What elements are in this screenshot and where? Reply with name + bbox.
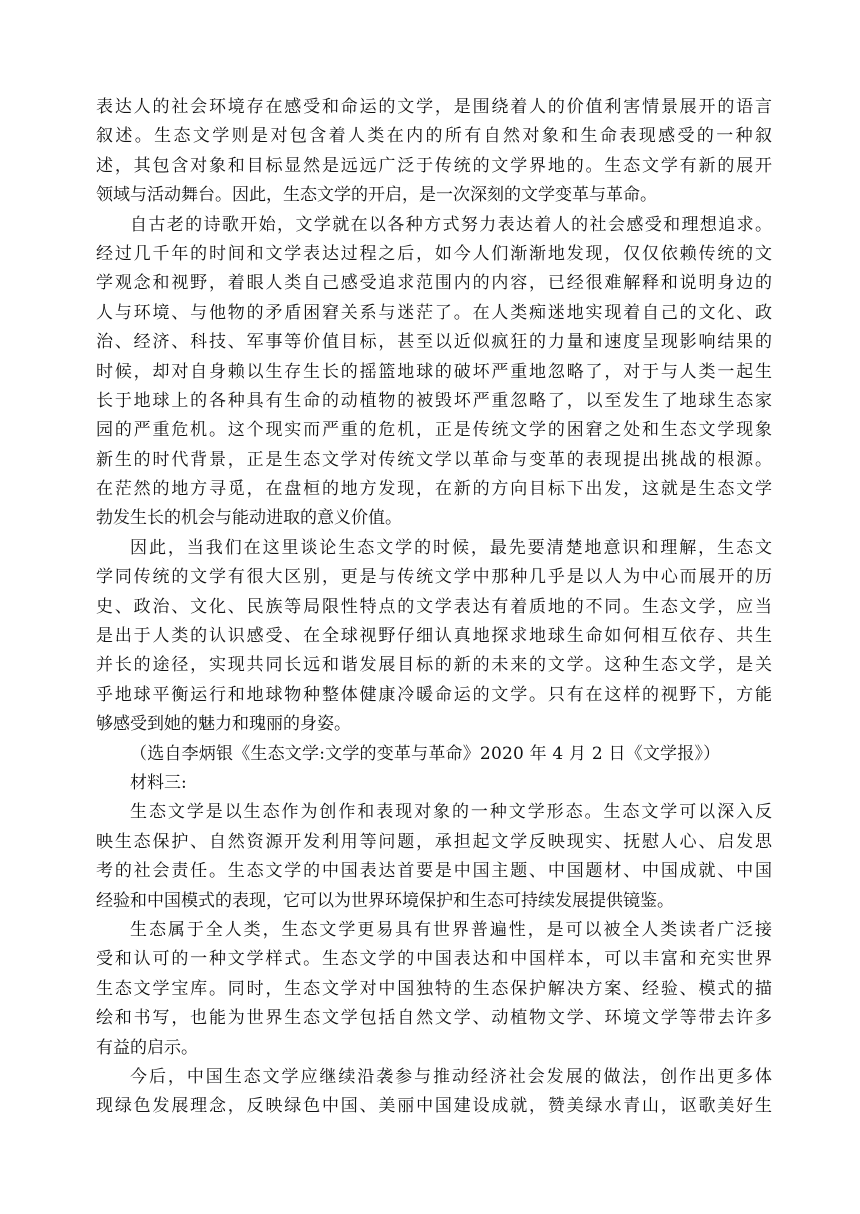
text-line: 生态文学宝库。同时，生态文学对中国独特的生态保护解决方案、经验、模式的描 (96, 978, 772, 999)
text-line: 在茫然的地方寻觅，在盘桓的地方发现，在新的方向目标下出发，这就是生态文学 (96, 479, 772, 500)
text-line: 是出于人类的认识感受、在全球视野仔细认真地探求地球生命如何相互依存、共生 (96, 626, 772, 647)
text-line: 映生态保护、自然资源开发利用等问题，承担起文学反映现实、抚慰人心、启发思 (96, 831, 772, 852)
text-line: 学同传统的文学有很大区别，更是与传统文学中那种几乎是以人为中心而展开的历 (96, 567, 772, 588)
text-line: 并长的途径，实现共同长远和谐发展目标的新的未来的文学。这种生态文学，是关 (96, 655, 772, 676)
document-body (96, 93, 772, 1122)
paragraph-start-line: 生态文学是以生态作为创作和表现对象的一种文学形态。生态文学可以深入反 (130, 802, 772, 823)
paragraph-start-line: 因此，当我们在这里谈论生态文学的时候，最先要清楚地意识和理解，生态文 (130, 537, 772, 558)
text-line: 史、政治、文化、民族等局限性特点的文学表达有着质地的不同。生态文学，应当 (96, 596, 772, 617)
text-line: 治、经济、科技、军事等价值目标，甚至以近似疯狂的力量和速度呈现影响结果的 (96, 332, 772, 353)
text-line: 勃发生长的机会与能动进取的意义价值。 (96, 508, 402, 529)
section-heading: 材料三: (130, 772, 187, 793)
paragraph-start-line: 生态属于全人类，生态文学更易具有世界普遍性，是可以被全人类读者广泛接 (130, 919, 772, 940)
text-line: 经验和中国模式的表现，它可以为世界环境保护和生态可持续发展提供镜鉴。 (96, 890, 674, 911)
source-citation: （选自李炳银《生态文学:文学的变革与革命》2020 年 4 月 2 日《文学报》） (130, 743, 721, 764)
text-line: 述，其包含对象和目标显然是远远广泛于传统的文学界地的。生态文学有新的展开 (96, 155, 772, 176)
text-line: 领域与活动舞台。因此，生态文学的开启，是一次深刻的文学变革与革命。 (96, 185, 657, 206)
text-line: 表达人的社会环境存在感受和命运的文学，是围绕着人的价值利害情景展开的语言 (96, 97, 772, 117)
text-line: 人与环境、与他物的矛盾困窘关系与迷茫了。在人类痴迷地实现着自己的文化、政 (96, 302, 772, 323)
text-line: 新生的时代背景，正是生态文学对传统文学以革命与变革的表现提出挑战的根源。 (96, 449, 772, 470)
text-line: 学观念和视野，着眼人类自己感受追求范围内的内容，已经很难解释和说明身边的 (96, 273, 772, 294)
text-line: 长于地球上的各种具有生命的动植物的被毁坏严重忽略了，以至发生了地球生态家 (96, 390, 772, 411)
text-line: 够感受到她的魅力和瑰丽的身姿。 (96, 714, 351, 735)
text-line: 绘和书写，也能为世界生态文学包括自然文学、动植物文学、环境文学等带去许多 (96, 1008, 772, 1029)
text-line: 叙述。生态文学则是对包含着人类在内的所有自然对象和生命表现感受的一种叙 (96, 126, 772, 147)
text-line: 时候，却对自身赖以生存生长的摇篮地球的破坏严重地忽略了，对于与人类一起生 (96, 361, 772, 382)
text-line: 有益的启示。 (96, 1037, 198, 1058)
text-line: 经过几千年的时间和文学表达过程之后，如今人们渐渐地发现，仅仅依赖传统的文 (96, 243, 772, 264)
text-line: 乎地球平衡运行和地球物种整体健康冷暖命运的文学。只有在这样的视野下，方能 (96, 684, 772, 705)
paragraph-start-line: 今后，中国生态文学应继续沿袭参与推动经济社会发展的做法，创作出更多体 (130, 1066, 772, 1087)
text-line: 受和认可的一种文学样式。生态文学的中国表达和中国样本，可以丰富和充实世界 (96, 949, 772, 970)
text-line: 考的社会责任。生态文学的中国表达首要是中国主题、中国题材、中国成就、中国 (96, 861, 772, 882)
paragraph-start-line: 自古老的诗歌开始，文学就在以各种方式努力表达着人的社会感受和理想追求。 (130, 214, 772, 235)
text-line: 现绿色发展理念，反映绿色中国、美丽中国建设成就，赞美绿水青山，讴歌美好生 (96, 1096, 772, 1117)
text-line: 园的严重危机。这个现实而严重的危机，正是传统文学的困窘之处和生态文学现象 (96, 420, 772, 441)
